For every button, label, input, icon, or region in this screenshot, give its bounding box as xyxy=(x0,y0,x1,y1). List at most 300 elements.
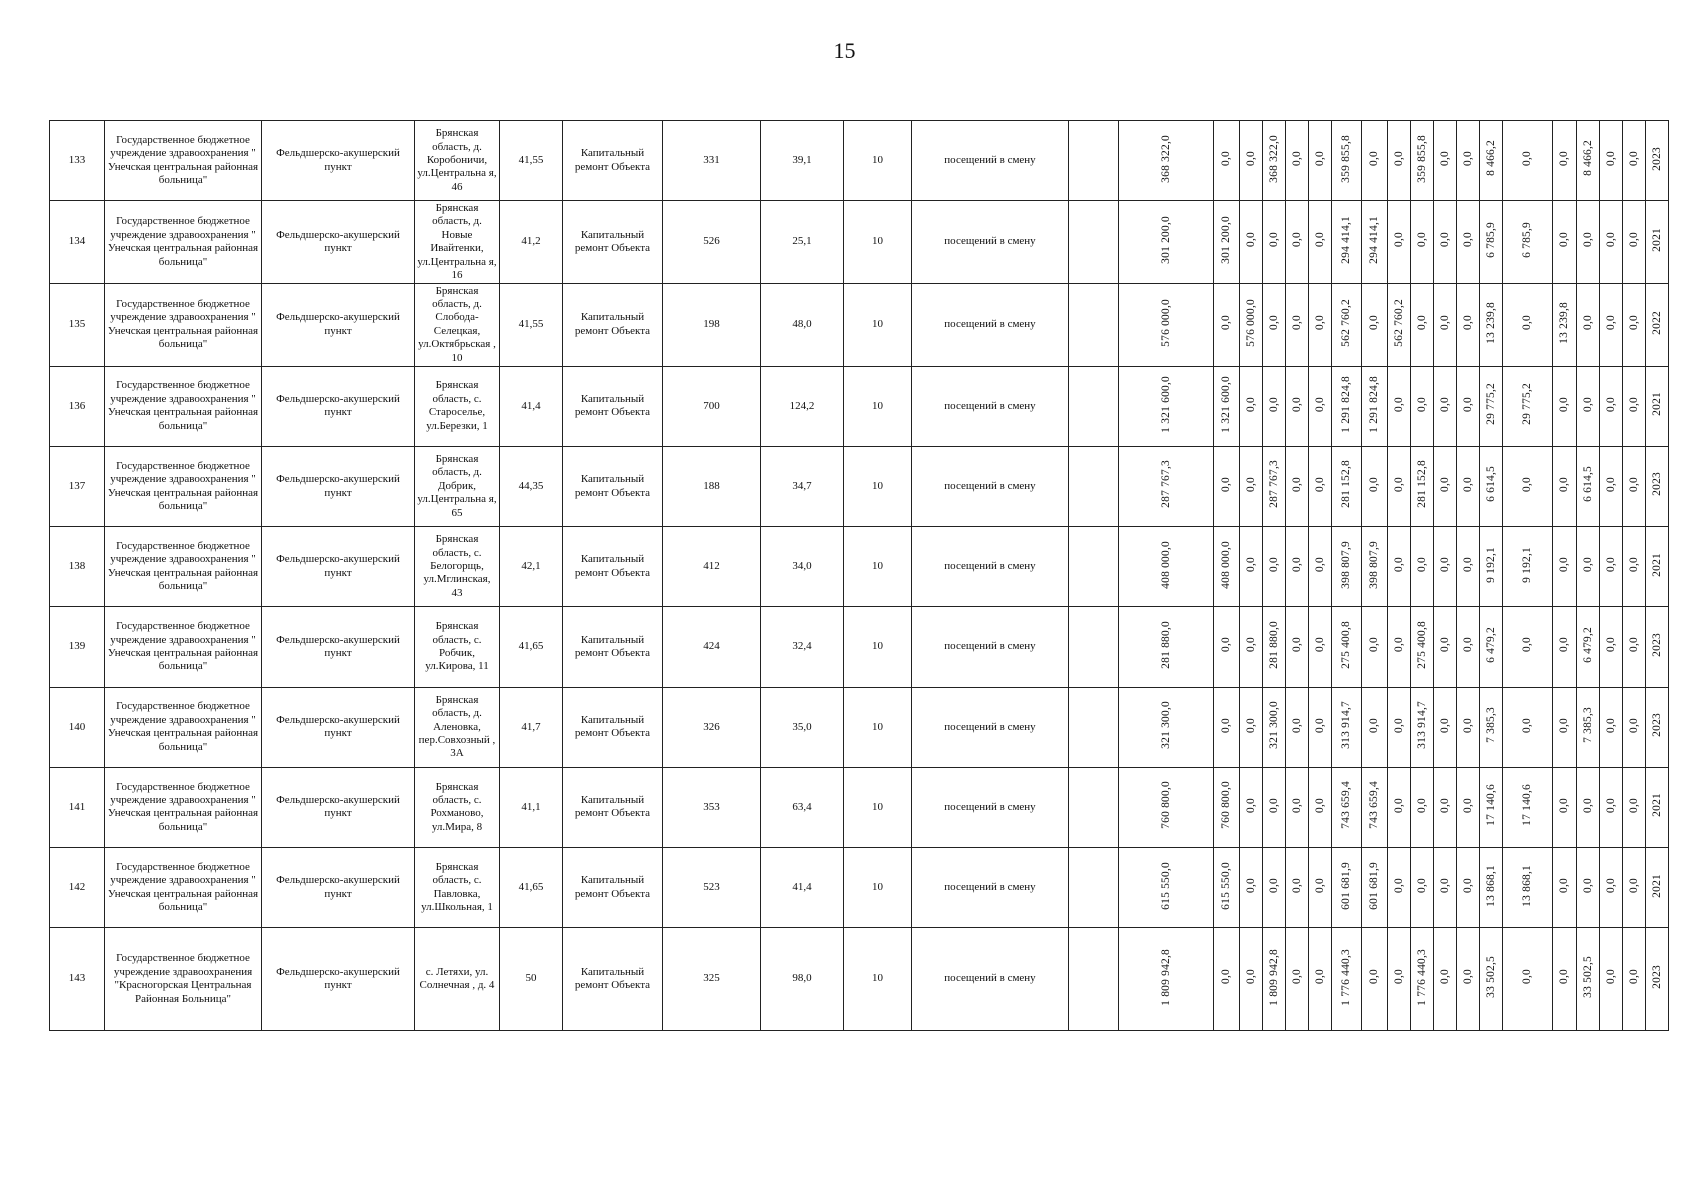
served-population-cell: 424 xyxy=(663,607,761,687)
total-2021: 301 200,0 xyxy=(1220,215,1233,264)
regional-2021-cell xyxy=(1362,283,1388,366)
regional-total: 1 291 824,8 xyxy=(1340,375,1353,433)
local-2023: 6 479,2 xyxy=(1581,626,1594,663)
completion-year-cell xyxy=(1646,527,1669,607)
regional-2025: 0,0 xyxy=(1461,717,1474,733)
regional-2024: 0,0 xyxy=(1438,969,1451,985)
total-2021: 760 800,0 xyxy=(1220,781,1233,830)
local-2024-cell xyxy=(1600,446,1623,526)
local-2022: 0,0 xyxy=(1558,557,1571,573)
total-2022: 0,0 xyxy=(1244,396,1257,412)
total-2025-cell xyxy=(1309,928,1332,1031)
local-total: 8 466,2 xyxy=(1484,140,1497,177)
local-total: 6 479,2 xyxy=(1484,626,1497,663)
total-2024-cell xyxy=(1286,366,1309,446)
facility-area-cell: 41,7 xyxy=(500,687,563,767)
total-2022-cell xyxy=(1240,201,1263,284)
regional-2021-cell xyxy=(1362,446,1388,526)
facility-address-cell: Брянская область, д. Слобода-Селецкая, ул.Октябрьская , 10 xyxy=(415,283,500,366)
local-2022: 0,0 xyxy=(1558,150,1571,166)
local-2024-cell xyxy=(1600,283,1623,366)
completion-year-cell xyxy=(1646,687,1669,767)
local-2025: 0,0 xyxy=(1627,637,1640,653)
regional-2024-cell xyxy=(1434,687,1457,767)
blank-cell-cell xyxy=(1069,607,1119,687)
table-row xyxy=(50,607,1689,687)
facility-address-cell: Брянская область, с. Робчик, ул.Кирова, 11 xyxy=(415,607,500,687)
local-2021-cell xyxy=(1503,848,1553,928)
local-2023: 33 502,5 xyxy=(1581,956,1594,998)
total-2023: 0,0 xyxy=(1267,396,1280,412)
local-2025: 0,0 xyxy=(1627,717,1640,733)
blank-cell-cell xyxy=(1069,283,1119,366)
regional-total-cell xyxy=(1332,121,1362,201)
completion-year: 2023 xyxy=(1650,632,1663,657)
facility-area-cell: 41,55 xyxy=(500,283,563,366)
total-2025-cell xyxy=(1309,283,1332,366)
total-2022-cell xyxy=(1240,767,1263,847)
organization-name-cell: Государственное бюджетное учреждение здравоохранения " Унечская центральная районная больница" xyxy=(105,687,262,767)
local-total: 6 614,5 xyxy=(1484,466,1497,503)
local-2025-cell xyxy=(1623,607,1646,687)
regional-2021-cell xyxy=(1362,767,1388,847)
local-2022-cell xyxy=(1553,446,1577,526)
organization-name-cell: Государственное бюджетное учреждение здравоохранения " Унечская центральная районная больница" xyxy=(105,527,262,607)
total-2024-cell xyxy=(1286,848,1309,928)
completion-year-cell xyxy=(1646,446,1669,526)
total-2023: 281 880,0 xyxy=(1267,620,1280,669)
regional-2023-cell xyxy=(1411,121,1434,201)
capacity-unit-cell: посещений в смену xyxy=(912,527,1069,607)
total-2024-cell xyxy=(1286,283,1309,366)
regional-2022-cell xyxy=(1388,121,1411,201)
local-2021-cell xyxy=(1503,928,1553,1031)
regional-total-cell xyxy=(1332,928,1362,1031)
facility-area-cell: 41,65 xyxy=(500,607,563,687)
regional-2025-cell xyxy=(1457,687,1480,767)
regional-total-cell xyxy=(1332,366,1362,446)
total-2022-cell xyxy=(1240,527,1263,607)
completion-year: 2023 xyxy=(1650,713,1663,737)
capacity-cell: 10 xyxy=(844,767,912,847)
regional-2025-cell xyxy=(1457,527,1480,607)
organization-name-cell: Государственное бюджетное учреждение здравоохранения "Красногорская Центральная Районная Больница" xyxy=(105,928,262,1031)
total-2024: 0,0 xyxy=(1290,396,1303,412)
local-2025-cell xyxy=(1623,848,1646,928)
local-total-cell xyxy=(1480,767,1503,847)
local-2023-cell xyxy=(1577,121,1600,201)
local-2021-cell xyxy=(1503,201,1553,284)
capacity-cell: 10 xyxy=(844,607,912,687)
total-2022: 576 000,0 xyxy=(1244,298,1257,347)
local-2021: 0,0 xyxy=(1521,150,1534,166)
total-2025: 0,0 xyxy=(1313,637,1326,653)
table-row xyxy=(50,283,1689,366)
regional-2021: 398 807,9 xyxy=(1368,540,1381,589)
local-2023-cell xyxy=(1577,366,1600,446)
total-2025-cell xyxy=(1309,607,1332,687)
local-2023-cell xyxy=(1577,767,1600,847)
table-row xyxy=(50,366,1689,446)
regional-2023: 313 914,7 xyxy=(1415,701,1428,749)
regional-2025-cell xyxy=(1457,607,1480,687)
regional-2023: 275 400,8 xyxy=(1415,620,1428,669)
regional-total: 601 681,9 xyxy=(1340,861,1353,910)
regional-2023-cell xyxy=(1411,201,1434,284)
blank-cell-cell xyxy=(1069,366,1119,446)
regional-2024: 0,0 xyxy=(1438,150,1451,166)
total-cost-cell xyxy=(1119,201,1214,284)
total-cost: 321 300,0 xyxy=(1159,701,1172,749)
total-cost-cell xyxy=(1119,121,1214,201)
capacity-cell: 10 xyxy=(844,848,912,928)
total-2024: 0,0 xyxy=(1290,557,1303,573)
total-2024-cell xyxy=(1286,607,1309,687)
regional-2022-cell xyxy=(1388,687,1411,767)
total-2025: 0,0 xyxy=(1313,797,1326,813)
work-type-cell: Капитальный ремонт Объекта xyxy=(563,607,663,687)
regional-2025: 0,0 xyxy=(1461,476,1474,492)
total-cost: 1 809 942,8 xyxy=(1159,948,1172,1006)
total-2023: 1 809 942,8 xyxy=(1267,948,1280,1006)
completion-year-cell xyxy=(1646,607,1669,687)
local-2024-cell xyxy=(1600,928,1623,1031)
regional-2022-cell xyxy=(1388,527,1411,607)
total-cost-cell xyxy=(1119,607,1214,687)
organization-name-cell: Государственное бюджетное учреждение здравоохранения " Унечская центральная районная больница" xyxy=(105,767,262,847)
regional-2022-cell xyxy=(1388,201,1411,284)
regional-2023-cell xyxy=(1411,848,1434,928)
local-2024-cell xyxy=(1600,767,1623,847)
facility-area-cell: 41,4 xyxy=(500,366,563,446)
local-total: 7 385,3 xyxy=(1484,707,1497,743)
local-2025: 0,0 xyxy=(1627,878,1640,893)
capacity-unit-cell: посещений в смену xyxy=(912,201,1069,284)
served-population-cell: 412 xyxy=(663,527,761,607)
regional-2025-cell xyxy=(1457,928,1480,1031)
facility-address-cell: Брянская область, д. Аленовка, пер.Совхозный , 3А xyxy=(415,687,500,767)
total-2022-cell xyxy=(1240,366,1263,446)
total-2021-cell xyxy=(1214,283,1240,366)
local-2022-cell xyxy=(1553,848,1577,928)
facility-area-cell: 41,1 xyxy=(500,767,563,847)
regional-2023: 1 776 440,3 xyxy=(1415,948,1428,1006)
regional-total: 562 760,2 xyxy=(1340,298,1353,347)
completion-year: 2021 xyxy=(1650,873,1663,898)
local-total-cell xyxy=(1480,607,1503,687)
regional-total-cell xyxy=(1332,527,1362,607)
local-2025-cell xyxy=(1623,283,1646,366)
regional-2023-cell xyxy=(1411,767,1434,847)
facility-address-cell: Брянская область, д. Новые Ивайтенки, ул.Центральна я, 16 xyxy=(415,201,500,284)
facilities-table xyxy=(49,120,1689,1031)
total-2025: 0,0 xyxy=(1313,396,1326,412)
capacity-unit-cell: посещений в смену xyxy=(912,283,1069,366)
local-2022-cell xyxy=(1553,201,1577,284)
capacity-cell: 10 xyxy=(844,121,912,201)
regional-2022-cell xyxy=(1388,848,1411,928)
regional-2023: 0,0 xyxy=(1415,797,1428,813)
total-cost-cell xyxy=(1119,687,1214,767)
local-2023-cell xyxy=(1577,527,1600,607)
regional-2021: 0,0 xyxy=(1368,476,1381,492)
total-2024-cell xyxy=(1286,767,1309,847)
total-cost: 408 000,0 xyxy=(1159,540,1172,589)
served-population-cell: 353 xyxy=(663,767,761,847)
facility-area-cell: 41,65 xyxy=(500,848,563,928)
local-2022: 0,0 xyxy=(1558,878,1571,893)
distance-cell: 98,0 xyxy=(761,928,844,1031)
total-2023: 368 322,0 xyxy=(1267,134,1280,183)
total-2024: 0,0 xyxy=(1290,637,1303,653)
table-row xyxy=(50,767,1689,847)
total-2022-cell xyxy=(1240,283,1263,366)
completion-year-cell xyxy=(1646,928,1669,1031)
facility-address-cell: Брянская область, с. Белогорщь, ул.Мглинская, 43 xyxy=(415,527,500,607)
total-2022-cell xyxy=(1240,687,1263,767)
regional-2024: 0,0 xyxy=(1438,476,1451,492)
local-2021: 29 775,2 xyxy=(1521,383,1534,426)
total-cost: 368 322,0 xyxy=(1159,134,1172,183)
total-2023-cell xyxy=(1263,767,1286,847)
local-2021-cell xyxy=(1503,527,1553,607)
capacity-unit-cell: посещений в смену xyxy=(912,848,1069,928)
regional-2025-cell xyxy=(1457,201,1480,284)
served-population-cell: 326 xyxy=(663,687,761,767)
local-2021-cell xyxy=(1503,366,1553,446)
total-2023-cell xyxy=(1263,446,1286,526)
regional-2023-cell xyxy=(1411,283,1434,366)
regional-2021-cell xyxy=(1362,928,1388,1031)
local-2021-cell xyxy=(1503,767,1553,847)
local-2025-cell xyxy=(1623,767,1646,847)
total-2024-cell xyxy=(1286,446,1309,526)
served-population-cell: 331 xyxy=(663,121,761,201)
work-type-cell: Капитальный ремонт Объекта xyxy=(563,767,663,847)
total-cost: 301 200,0 xyxy=(1159,215,1172,264)
capacity-unit-cell: посещений в смену xyxy=(912,607,1069,687)
total-2022: 0,0 xyxy=(1244,476,1257,492)
local-2022: 0,0 xyxy=(1558,797,1571,813)
regional-2024-cell xyxy=(1434,446,1457,526)
completion-year: 2021 xyxy=(1650,227,1663,252)
facility-type-cell: Фельдшерско-акушерский пункт xyxy=(262,928,415,1031)
distance-cell: 63,4 xyxy=(761,767,844,847)
local-2022-cell xyxy=(1553,687,1577,767)
local-2023: 0,0 xyxy=(1581,232,1594,248)
total-2025-cell xyxy=(1309,767,1332,847)
total-2024: 0,0 xyxy=(1290,150,1303,166)
local-2025: 0,0 xyxy=(1627,150,1640,166)
total-2023: 0,0 xyxy=(1267,878,1280,893)
regional-2022-cell xyxy=(1388,283,1411,366)
local-2023: 0,0 xyxy=(1581,396,1594,412)
total-2021-cell xyxy=(1214,366,1240,446)
total-2021-cell xyxy=(1214,928,1240,1031)
local-2021: 0,0 xyxy=(1521,476,1534,492)
regional-2025-cell xyxy=(1457,767,1480,847)
regional-2021: 294 414,1 xyxy=(1368,215,1381,264)
total-2022-cell xyxy=(1240,607,1263,687)
completion-year: 2021 xyxy=(1650,392,1663,416)
regional-2021-cell xyxy=(1362,687,1388,767)
facility-type-cell: Фельдшерско-акушерский пункт xyxy=(262,767,415,847)
distance-cell: 48,0 xyxy=(761,283,844,366)
work-type-cell: Капитальный ремонт Объекта xyxy=(563,283,663,366)
total-2024-cell xyxy=(1286,527,1309,607)
regional-2023-cell xyxy=(1411,607,1434,687)
distance-cell: 32,4 xyxy=(761,607,844,687)
total-2022: 0,0 xyxy=(1244,797,1257,813)
regional-2023: 0,0 xyxy=(1415,396,1428,412)
regional-2025-cell xyxy=(1457,366,1480,446)
regional-2023-cell xyxy=(1411,366,1434,446)
work-type-cell: Капитальный ремонт Объекта xyxy=(563,928,663,1031)
facility-address-cell: Брянская область, с. Рохманово, ул.Мира, 8 xyxy=(415,767,500,847)
local-2023-cell xyxy=(1577,446,1600,526)
total-2025: 0,0 xyxy=(1313,476,1326,492)
local-2022: 0,0 xyxy=(1558,717,1571,733)
facility-type-cell: Фельдшерско-акушерский пункт xyxy=(262,527,415,607)
local-2025: 0,0 xyxy=(1627,396,1640,412)
total-2024: 0,0 xyxy=(1290,232,1303,248)
regional-2025: 0,0 xyxy=(1461,396,1474,412)
regional-2024-cell xyxy=(1434,607,1457,687)
total-2021: 1 321 600,0 xyxy=(1220,375,1233,433)
local-2024-cell xyxy=(1600,527,1623,607)
total-2024: 0,0 xyxy=(1290,797,1303,813)
facility-type-cell: Фельдшерско-акушерский пункт xyxy=(262,446,415,526)
blank-cell-cell xyxy=(1069,928,1119,1031)
distance-cell: 34,7 xyxy=(761,446,844,526)
total-2022: 0,0 xyxy=(1244,878,1257,893)
total-2021: 0,0 xyxy=(1220,637,1233,653)
regional-total-cell xyxy=(1332,201,1362,284)
total-2025-cell xyxy=(1309,687,1332,767)
blank-cell-cell xyxy=(1069,201,1119,284)
regional-total-cell xyxy=(1332,283,1362,366)
total-2021: 0,0 xyxy=(1220,717,1233,733)
capacity-cell: 10 xyxy=(844,201,912,284)
work-type-cell: Капитальный ремонт Объекта xyxy=(563,848,663,928)
total-2023: 287 767,3 xyxy=(1267,460,1280,509)
regional-2024: 0,0 xyxy=(1438,878,1451,893)
organization-name-cell: Государственное бюджетное учреждение здравоохранения " Унечская центральная районная больница" xyxy=(105,121,262,201)
row-number-cell: 138 xyxy=(50,527,105,607)
local-2022-cell xyxy=(1553,121,1577,201)
total-2024: 0,0 xyxy=(1290,717,1303,733)
capacity-cell: 10 xyxy=(844,687,912,767)
facility-type-cell: Фельдшерско-акушерский пункт xyxy=(262,848,415,928)
regional-2024-cell xyxy=(1434,121,1457,201)
local-2022-cell xyxy=(1553,607,1577,687)
total-2025-cell xyxy=(1309,446,1332,526)
work-type-cell: Капитальный ремонт Объекта xyxy=(563,527,663,607)
total-2021-cell xyxy=(1214,607,1240,687)
local-2023: 0,0 xyxy=(1581,878,1594,893)
regional-2023-cell xyxy=(1411,687,1434,767)
organization-name-cell: Государственное бюджетное учреждение здравоохранения " Унечская центральная районная больница" xyxy=(105,446,262,526)
total-2021: 408 000,0 xyxy=(1220,540,1233,589)
facility-area-cell: 41,55 xyxy=(500,121,563,201)
capacity-cell: 10 xyxy=(844,283,912,366)
regional-2025-cell xyxy=(1457,848,1480,928)
local-2022-cell xyxy=(1553,366,1577,446)
local-2022: 0,0 xyxy=(1558,637,1571,653)
facility-address-cell: Брянская область, с. Павловка, ул.Школьная, 1 xyxy=(415,848,500,928)
total-2021: 0,0 xyxy=(1220,315,1233,331)
local-2021: 13 868,1 xyxy=(1521,864,1534,907)
local-2021: 9 192,1 xyxy=(1521,546,1534,583)
regional-2025: 0,0 xyxy=(1461,878,1474,893)
row-number-cell: 137 xyxy=(50,446,105,526)
distance-cell: 34,0 xyxy=(761,527,844,607)
local-total: 13 239,8 xyxy=(1484,301,1497,344)
total-2025: 0,0 xyxy=(1313,969,1326,985)
completion-year: 2021 xyxy=(1650,793,1663,818)
local-2025: 0,0 xyxy=(1627,315,1640,331)
local-2022: 0,0 xyxy=(1558,232,1571,248)
local-2023-cell xyxy=(1577,848,1600,928)
local-2024: 0,0 xyxy=(1604,557,1617,573)
total-2024-cell xyxy=(1286,928,1309,1031)
total-2021-cell xyxy=(1214,767,1240,847)
regional-2022: 0,0 xyxy=(1392,878,1405,893)
local-2023-cell xyxy=(1577,928,1600,1031)
local-2025-cell xyxy=(1623,527,1646,607)
local-total: 6 785,9 xyxy=(1484,221,1497,258)
table-row xyxy=(50,201,1689,284)
completion-year-cell xyxy=(1646,283,1669,366)
total-cost: 287 767,3 xyxy=(1159,460,1172,509)
local-total: 29 775,2 xyxy=(1484,383,1497,426)
facility-area-cell: 42,1 xyxy=(500,527,563,607)
local-2024: 0,0 xyxy=(1604,315,1617,331)
work-type-cell: Капитальный ремонт Объекта xyxy=(563,446,663,526)
total-2023: 0,0 xyxy=(1267,315,1280,331)
local-total-cell xyxy=(1480,527,1503,607)
total-2025: 0,0 xyxy=(1313,150,1326,166)
local-2024-cell xyxy=(1600,366,1623,446)
regional-2025: 0,0 xyxy=(1461,969,1474,985)
total-2023-cell xyxy=(1263,848,1286,928)
distance-cell: 124,2 xyxy=(761,366,844,446)
total-2022: 0,0 xyxy=(1244,717,1257,733)
total-2021-cell xyxy=(1214,446,1240,526)
local-2025-cell xyxy=(1623,121,1646,201)
regional-total: 398 807,9 xyxy=(1340,540,1353,589)
local-total: 33 502,5 xyxy=(1484,956,1497,998)
local-2025: 0,0 xyxy=(1627,797,1640,813)
regional-2021: 1 291 824,8 xyxy=(1368,375,1381,433)
local-2024-cell xyxy=(1600,848,1623,928)
table-row xyxy=(50,527,1689,607)
total-2022-cell xyxy=(1240,848,1263,928)
total-cost-cell xyxy=(1119,848,1214,928)
total-cost-cell xyxy=(1119,928,1214,1031)
regional-total: 1 776 440,3 xyxy=(1340,948,1353,1006)
regional-2021-cell xyxy=(1362,848,1388,928)
local-2022: 0,0 xyxy=(1558,396,1571,412)
blank-cell-cell xyxy=(1069,848,1119,928)
total-2022: 0,0 xyxy=(1244,150,1257,166)
local-2021-cell xyxy=(1503,687,1553,767)
total-2023-cell xyxy=(1263,121,1286,201)
regional-2023-cell xyxy=(1411,527,1434,607)
local-2021: 0,0 xyxy=(1521,969,1534,985)
facility-type-cell: Фельдшерско-акушерский пункт xyxy=(262,201,415,284)
served-population-cell: 526 xyxy=(663,201,761,284)
